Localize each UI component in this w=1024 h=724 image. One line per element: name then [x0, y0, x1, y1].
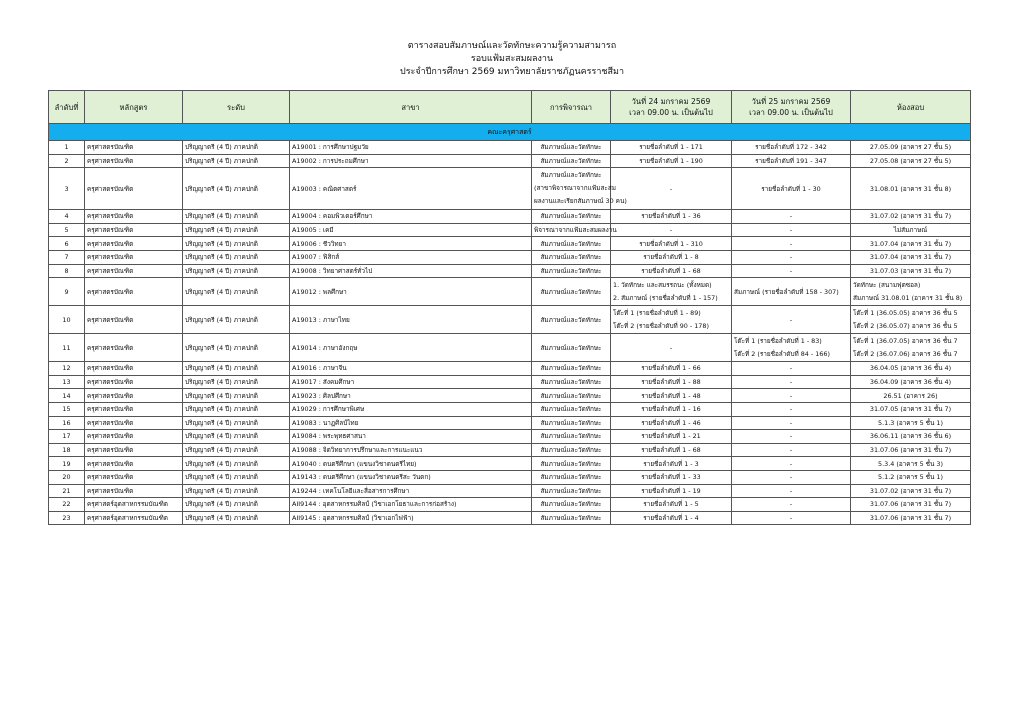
- table-row: [49, 264, 971, 278]
- cell-day1: รายชื่อลำดับที่ 1 - 68: [611, 443, 732, 457]
- cell-room: 27.05.09 (อาคาร 27 ชั้น 5): [851, 141, 971, 155]
- title-line-1: ตารางสอบสัมภาษณ์และวัดทักษะความรู้ความสามารถ: [407, 41, 617, 51]
- cell-major: A19001 : การศึกษาปฐมวัย: [290, 141, 532, 155]
- cell-program: ครุศาสตรบัณฑิต: [85, 168, 183, 210]
- cell-room: 31.07.05 (อาคาร 31 ชั้น 7): [851, 402, 971, 416]
- cell-program: ครุศาสตรบัณฑิต: [85, 443, 183, 457]
- cell-major: A19244 : เทคโนโลยีและสื่อสารการศึกษา: [290, 484, 532, 498]
- cell-program: ครุศาสตรบัณฑิต: [85, 375, 183, 389]
- cell-day2: -: [732, 250, 851, 264]
- cell-level: ปริญญาตรี (4 ปี) ภาคปกติ: [183, 511, 290, 525]
- cell-level: ปริญญาตรี (4 ปี) ภาคปกติ: [183, 389, 290, 403]
- cell-room-line-1: โต๊ะที่ 1 (36.07.05) อาคาร 36 ชั้น 7: [853, 336, 958, 345]
- cell-level: ปริญญาตรี (4 ปี) ภาคปกติ: [183, 416, 290, 430]
- cell-method: สัมภาษณ์และวัดทักษะ: [532, 264, 611, 278]
- cell-program: ครุศาสตร์อุตสาหกรรมบัณฑิต: [85, 511, 183, 525]
- cell-day2: -: [732, 457, 851, 471]
- cell-method: สัมภาษณ์และวัดทักษะ: [532, 389, 611, 403]
- cell-method: สัมภาษณ์และวัดทักษะ: [532, 306, 611, 334]
- cell-level: ปริญญาตรี (4 ปี) ภาคปกติ: [183, 264, 290, 278]
- cell-day2: -: [732, 237, 851, 251]
- cell-no: 17: [49, 430, 85, 444]
- cell-room: 31.07.06 (อาคาร 31 ชั้น 7): [851, 443, 971, 457]
- cell-room: [851, 306, 971, 334]
- cell-no: 15: [49, 402, 85, 416]
- cell-program: ครุศาสตรบัณฑิต: [85, 389, 183, 403]
- cell-no: 19: [49, 457, 85, 471]
- cell-method: สัมภาษณ์และวัดทักษะ: [532, 278, 611, 306]
- cell-level: ปริญญาตรี (4 ปี) ภาคปกติ: [183, 457, 290, 471]
- cell-method: [532, 168, 627, 210]
- cell-room: 26.51 (อาคาร 26): [851, 389, 971, 403]
- table-row: [49, 470, 971, 484]
- cell-day2: -: [732, 484, 851, 498]
- cell-room: 31.07.02 (อาคาร 31 ชั้น 7): [851, 210, 971, 224]
- cell-method: สัมภาษณ์และวัดทักษะ: [532, 511, 611, 525]
- cell-day1: รายชื่อลำดับที่ 1 - 310: [611, 237, 732, 251]
- cell-major: A19029 : การศึกษาพิเศษ: [290, 402, 532, 416]
- cell-day1: รายชื่อลำดับที่ 1 - 8: [611, 250, 732, 264]
- cell-method: สัมภาษณ์และวัดทักษะ: [532, 484, 611, 498]
- header-day1-date: วันที่ 24 มกราคม 2569: [631, 97, 711, 106]
- cell-level: ปริญญาตรี (4 ปี) ภาคปกติ: [183, 443, 290, 457]
- table-row: [49, 457, 971, 471]
- cell-major: A19002 : การประถมศึกษา: [290, 154, 532, 168]
- cell-day2-line-2: โต๊ะที่ 2 (รายชื่อลำดับที่ 84 - 166): [734, 349, 830, 358]
- table-row: [49, 237, 971, 251]
- cell-method: สัมภาษณ์และวัดทักษะ: [532, 443, 611, 457]
- cell-major: A19006 : ชีววิทยา: [290, 237, 532, 251]
- cell-method: สัมภาษณ์และวัดทักษะ: [532, 250, 611, 264]
- table-row: [49, 141, 971, 155]
- cell-day2: -: [732, 443, 851, 457]
- cell-method: สัมภาษณ์และวัดทักษะ: [532, 210, 611, 224]
- cell-program: ครุศาสตรบัณฑิต: [85, 402, 183, 416]
- cell-day2: รายชื่อลำดับที่ 1 - 30: [732, 168, 851, 210]
- cell-room: 31.07.04 (อาคาร 31 ชั้น 7): [851, 237, 971, 251]
- cell-day1-line-2: โต๊ะที่ 2 (รายชื่อลำดับที่ 90 - 178): [613, 321, 709, 330]
- cell-program: ครุศาสตรบัณฑิต: [85, 250, 183, 264]
- cell-major: A19040 : ดนตรีศึกษา (แขนงวิชาดนตรีไทย): [290, 457, 532, 471]
- cell-program: ครุศาสตรบัณฑิต: [85, 430, 183, 444]
- header-no: ลำดับที่: [49, 91, 85, 124]
- cell-day2: -: [732, 223, 851, 237]
- cell-day2: รายชื่อลำดับที่ 172 - 342: [732, 141, 851, 155]
- document-title: [0, 40, 1024, 79]
- cell-no: 12: [49, 362, 85, 376]
- cell-room: ไม่สัมภาษณ์: [851, 223, 971, 237]
- cell-room: 31.07.04 (อาคาร 31 ชั้น 7): [851, 250, 971, 264]
- header-day2-date: วันที่ 25 มกราคม 2569: [751, 97, 831, 106]
- cell-major: A19012 : พลศึกษา: [290, 278, 532, 306]
- cell-program: ครุศาสตรบัณฑิต: [85, 223, 183, 237]
- cell-day1: -: [611, 334, 732, 362]
- cell-no: 23: [49, 511, 85, 525]
- cell-major: A19013 : ภาษาไทย: [290, 306, 532, 334]
- cell-major: A19014 : ภาษาอังกฤษ: [290, 334, 532, 362]
- cell-level: ปริญญาตรี (4 ปี) ภาคปกติ: [183, 141, 290, 155]
- cell-no: 2: [49, 154, 85, 168]
- cell-no: 6: [49, 237, 85, 251]
- cell-major: A19084 : พระพุทธศาสนา: [290, 430, 532, 444]
- section-faculty-education: คณะครุศาสตร์: [49, 124, 971, 141]
- cell-day1: รายชื่อลำดับที่ 1 - 3: [611, 457, 732, 471]
- cell-room: 31.07.02 (อาคาร 31 ชั้น 7): [851, 484, 971, 498]
- cell-major: A19088 : จิตวิทยาการปรึกษาและการแนะแนว: [290, 443, 532, 457]
- cell-day2: -: [732, 416, 851, 430]
- cell-major: A19017 : สังคมศึกษา: [290, 375, 532, 389]
- cell-method-line-3: ผลงานและเรียกสัมภาษณ์ 30 คน): [534, 197, 627, 206]
- title-line-2: รอบแฟ้มสะสมผลงาน: [470, 54, 554, 64]
- table-row: [49, 498, 971, 512]
- cell-day1: รายชื่อลำดับที่ 1 - 171: [611, 141, 732, 155]
- cell-program: ครุศาสตรบัณฑิต: [85, 470, 183, 484]
- cell-room: 36.04.05 (อาคาร 36 ชั้น 4): [851, 362, 971, 376]
- table-row: [49, 389, 971, 403]
- cell-day2: -: [732, 498, 851, 512]
- cell-room: 27.05.08 (อาคาร 27 ชั้น 5): [851, 154, 971, 168]
- cell-level: ปริญญาตรี (4 ปี) ภาคปกติ: [183, 154, 290, 168]
- cell-major: A19004 : คอมพิวเตอร์ศึกษา: [290, 210, 532, 224]
- cell-method: สัมภาษณ์และวัดทักษะ: [532, 334, 611, 362]
- cell-no: 1: [49, 141, 85, 155]
- cell-no: 4: [49, 210, 85, 224]
- cell-no: 5: [49, 223, 85, 237]
- cell-room: 31.08.01 (อาคาร 31 ชั้น 8): [851, 168, 971, 210]
- cell-room-line-1: โต๊ะที่ 1 (36.05.05) อาคาร 36 ชั้น 5: [853, 308, 958, 317]
- cell-room-line-2: โต๊ะที่ 2 (36.05.07) อาคาร 36 ชั้น 5: [853, 321, 958, 330]
- cell-method-line-1: สัมภาษณ์และวัดทักษะ: [540, 171, 602, 180]
- cell-no: 18: [49, 443, 85, 457]
- cell-room: 36.04.09 (อาคาร 36 ชั้น 4): [851, 375, 971, 389]
- section-row: [49, 124, 971, 141]
- cell-day1-line-1: โต๊ะที่ 1 (รายชื่อลำดับที่ 1 - 89): [613, 308, 701, 317]
- table-row: [49, 223, 971, 237]
- header-day2: [732, 91, 851, 124]
- cell-no: 22: [49, 498, 85, 512]
- cell-day2-line-1: โต๊ะที่ 1 (รายชื่อลำดับที่ 1 - 83): [734, 336, 822, 345]
- cell-day2: -: [732, 402, 851, 416]
- cell-room: 31.07.06 (อาคาร 31 ชั้น 7): [851, 511, 971, 525]
- cell-day1: รายชื่อลำดับที่ 1 - 19: [611, 484, 732, 498]
- cell-level: ปริญญาตรี (4 ปี) ภาคปกติ: [183, 223, 290, 237]
- table-row: [49, 250, 971, 264]
- cell-day2: -: [732, 511, 851, 525]
- header-day1-time: เวลา 09.00 น. เป็นต้นไป: [629, 108, 713, 117]
- cell-method: สัมภาษณ์และวัดทักษะ: [532, 457, 611, 471]
- table-header-row: [49, 91, 971, 124]
- header-day2-time: เวลา 09.00 น. เป็นต้นไป: [749, 108, 833, 117]
- cell-room: [851, 334, 971, 362]
- table-row: [49, 375, 971, 389]
- cell-day1: รายชื่อลำดับที่ 1 - 48: [611, 389, 732, 403]
- header-level: ระดับ: [183, 91, 290, 124]
- table-row: [49, 430, 971, 444]
- cell-day2: -: [732, 362, 851, 376]
- cell-major: A19016 : ภาษาจีน: [290, 362, 532, 376]
- table-row: [49, 443, 971, 457]
- cell-level: ปริญญาตรี (4 ปี) ภาคปกติ: [183, 484, 290, 498]
- cell-major: A19023 : ศิลปศึกษา: [290, 389, 532, 403]
- cell-day1: รายชื่อลำดับที่ 1 - 5: [611, 498, 732, 512]
- cell-program: ครุศาสตรบัณฑิต: [85, 237, 183, 251]
- cell-day2: -: [732, 306, 851, 334]
- cell-program: ครุศาสตรบัณฑิต: [85, 484, 183, 498]
- cell-program: ครุศาสตรบัณฑิต: [85, 457, 183, 471]
- cell-level: ปริญญาตรี (4 ปี) ภาคปกติ: [183, 470, 290, 484]
- cell-room: 5.1.2 (อาคาร 5 ชั้น 1): [851, 470, 971, 484]
- table-row: [49, 154, 971, 168]
- cell-program: ครุศาสตรบัณฑิต: [85, 362, 183, 376]
- table-row: [49, 402, 971, 416]
- cell-program: ครุศาสตรบัณฑิต: [85, 334, 183, 362]
- cell-no: 21: [49, 484, 85, 498]
- cell-method: สัมภาษณ์และวัดทักษะ: [532, 237, 611, 251]
- cell-no: 14: [49, 389, 85, 403]
- cell-program: ครุศาสตรบัณฑิต: [85, 141, 183, 155]
- cell-no: 10: [49, 306, 85, 334]
- cell-day2: -: [732, 470, 851, 484]
- cell-room-line-2: สัมภาษณ์ 31.08.01 (อาคาร 31 ชั้น 8): [853, 293, 963, 302]
- cell-day1: รายชื่อลำดับที่ 1 - 88: [611, 375, 732, 389]
- cell-method: สัมภาษณ์และวัดทักษะ: [532, 430, 611, 444]
- cell-day2: -: [732, 264, 851, 278]
- cell-room: [851, 278, 971, 306]
- cell-major: AII9145 : อุตสาหกรรมศิลป์ (วิชาเอกไฟฟ้า): [290, 511, 532, 525]
- table-row: [49, 362, 971, 376]
- cell-no: 13: [49, 375, 85, 389]
- table-row: [49, 278, 971, 306]
- header-major: สาขา: [290, 91, 532, 124]
- cell-day1: รายชื่อลำดับที่ 1 - 68: [611, 264, 732, 278]
- cell-day1: รายชื่อลำดับที่ 1 - 190: [611, 154, 732, 168]
- cell-method: สัมภาษณ์และวัดทักษะ: [532, 141, 611, 155]
- table-row: [49, 484, 971, 498]
- cell-day2: -: [732, 375, 851, 389]
- cell-major: A19008 : วิทยาศาสตร์ทั่วไป: [290, 264, 532, 278]
- cell-method: สัมภาษณ์และวัดทักษะ: [532, 375, 611, 389]
- cell-no: 3: [49, 168, 85, 210]
- cell-program: ครุศาสตรบัณฑิต: [85, 278, 183, 306]
- cell-day1: รายชื่อลำดับที่ 1 - 46: [611, 416, 732, 430]
- cell-major: A19083 : นาฏศิลป์ไทย: [290, 416, 532, 430]
- cell-method: สัมภาษณ์และวัดทักษะ: [532, 470, 611, 484]
- cell-room-line-1: วัดทักษะ (สนามฟุตซอล): [853, 280, 921, 289]
- cell-major: A19005 : เคมี: [290, 223, 532, 237]
- cell-day1: -: [611, 223, 732, 237]
- cell-no: 11: [49, 334, 85, 362]
- cell-major: A19003 : คณิตศาสตร์: [290, 168, 532, 210]
- cell-room: 31.07.06 (อาคาร 31 ชั้น 7): [851, 498, 971, 512]
- cell-day1: รายชื่อลำดับที่ 1 - 4: [611, 511, 732, 525]
- cell-method: สัมภาษณ์และวัดทักษะ: [532, 402, 611, 416]
- cell-level: ปริญญาตรี (4 ปี) ภาคปกติ: [183, 362, 290, 376]
- table-row: [49, 334, 971, 362]
- cell-day2: รายชื่อลำดับที่ 191 - 347: [732, 154, 851, 168]
- cell-program: ครุศาสตรบัณฑิต: [85, 264, 183, 278]
- cell-day1: รายชื่อลำดับที่ 1 - 33: [611, 470, 732, 484]
- cell-program: ครุศาสตรบัณฑิต: [85, 416, 183, 430]
- cell-no: 8: [49, 264, 85, 278]
- cell-level: ปริญญาตรี (4 ปี) ภาคปกติ: [183, 168, 290, 210]
- table-row: [49, 416, 971, 430]
- cell-room: 36.06.11 (อาคาร 36 ชั้น 6): [851, 430, 971, 444]
- header-day1: [611, 91, 732, 124]
- cell-day2: [732, 334, 851, 362]
- cell-major: AII9144 : อุตสาหกรรมศิลป์ (วิชาเอกโยธาและการก่อสร้าง): [290, 498, 532, 512]
- table-row: [49, 210, 971, 224]
- cell-day1: รายชื่อลำดับที่ 1 - 36: [611, 210, 732, 224]
- cell-day1: รายชื่อลำดับที่ 1 - 66: [611, 362, 732, 376]
- exam-schedule-table: [48, 90, 971, 525]
- cell-method: สัมภาษณ์และวัดทักษะ: [532, 416, 611, 430]
- cell-level: ปริญญาตรี (4 ปี) ภาคปกติ: [183, 430, 290, 444]
- table-row: [49, 511, 971, 525]
- cell-day1: [611, 278, 732, 306]
- cell-no: 16: [49, 416, 85, 430]
- cell-level: ปริญญาตรี (4 ปี) ภาคปกติ: [183, 250, 290, 264]
- cell-level: ปริญญาตรี (4 ปี) ภาคปกติ: [183, 402, 290, 416]
- header-program: หลักสูตร: [85, 91, 183, 124]
- cell-no: 7: [49, 250, 85, 264]
- cell-major: A19007 : ฟิสิกส์: [290, 250, 532, 264]
- cell-room-line-2: โต๊ะที่ 2 (36.07.06) อาคาร 36 ชั้น 7: [853, 349, 958, 358]
- header-room: ห้องสอบ: [851, 91, 971, 124]
- cell-day1-line-2: 2. สัมภาษณ์ (รายชื่อลำดับที่ 1 - 157): [613, 293, 718, 302]
- cell-program: ครุศาสตรบัณฑิต: [85, 210, 183, 224]
- cell-level: ปริญญาตรี (4 ปี) ภาคปกติ: [183, 306, 290, 334]
- table-row: [49, 306, 971, 334]
- cell-major: A19143 : ดนตรีศึกษา (แขนงวิชาดนตรีสะ วันตก): [290, 470, 532, 484]
- cell-level: ปริญญาตรี (4 ปี) ภาคปกติ: [183, 375, 290, 389]
- cell-level: ปริญญาตรี (4 ปี) ภาคปกติ: [183, 210, 290, 224]
- cell-program: ครุศาสตรบัณฑิต: [85, 154, 183, 168]
- cell-level: ปริญญาตรี (4 ปี) ภาคปกติ: [183, 237, 290, 251]
- cell-level: ปริญญาตรี (4 ปี) ภาคปกติ: [183, 278, 290, 306]
- cell-program: ครุศาสตรบัณฑิต: [85, 306, 183, 334]
- cell-day2: สัมภาษณ์ (รายชื่อลำดับที่ 158 - 307): [732, 278, 851, 306]
- cell-room: 31.07.03 (อาคาร 31 ชั้น 7): [851, 264, 971, 278]
- cell-day2: -: [732, 210, 851, 224]
- title-line-3: ประจำปีการศึกษา 2569 มหาวิทยาลัยราชภัฏนครราชสีมา: [399, 67, 624, 77]
- cell-method: สัมภาษณ์และวัดทักษะ: [532, 154, 611, 168]
- cell-day1: รายชื่อลำดับที่ 1 - 21: [611, 430, 732, 444]
- cell-level: ปริญญาตรี (4 ปี) ภาคปกติ: [183, 334, 290, 362]
- cell-day1: รายชื่อลำดับที่ 1 - 16: [611, 402, 732, 416]
- cell-method-line-2: (สาขาพิจารณาจากแฟ้มสะสม: [534, 184, 616, 193]
- cell-no: 20: [49, 470, 85, 484]
- cell-no: 9: [49, 278, 85, 306]
- cell-room: 5.3.4 (อาคาร 5 ชั้น 3): [851, 457, 971, 471]
- cell-method: พิจารณาจากแฟ้มสะสมผลงาน: [532, 223, 611, 237]
- cell-day1-line-1: 1. วัดทักษะ และสมรรถนะ (ทั้งหมด): [613, 280, 712, 289]
- cell-room: 5.1.3 (อาคาร 5 ชั้น 1): [851, 416, 971, 430]
- cell-method: สัมภาษณ์และวัดทักษะ: [532, 498, 611, 512]
- header-method: การพิจารณา: [532, 91, 611, 124]
- cell-day1: [611, 306, 732, 334]
- table-row: [49, 168, 971, 210]
- cell-day1: -: [611, 168, 732, 210]
- cell-level: ปริญญาตรี (4 ปี) ภาคปกติ: [183, 498, 290, 512]
- cell-day2: -: [732, 389, 851, 403]
- cell-method: สัมภาษณ์และวัดทักษะ: [532, 362, 611, 376]
- cell-program: ครุศาสตร์อุตสาหกรรมบัณฑิต: [85, 498, 183, 512]
- cell-day2: -: [732, 430, 851, 444]
